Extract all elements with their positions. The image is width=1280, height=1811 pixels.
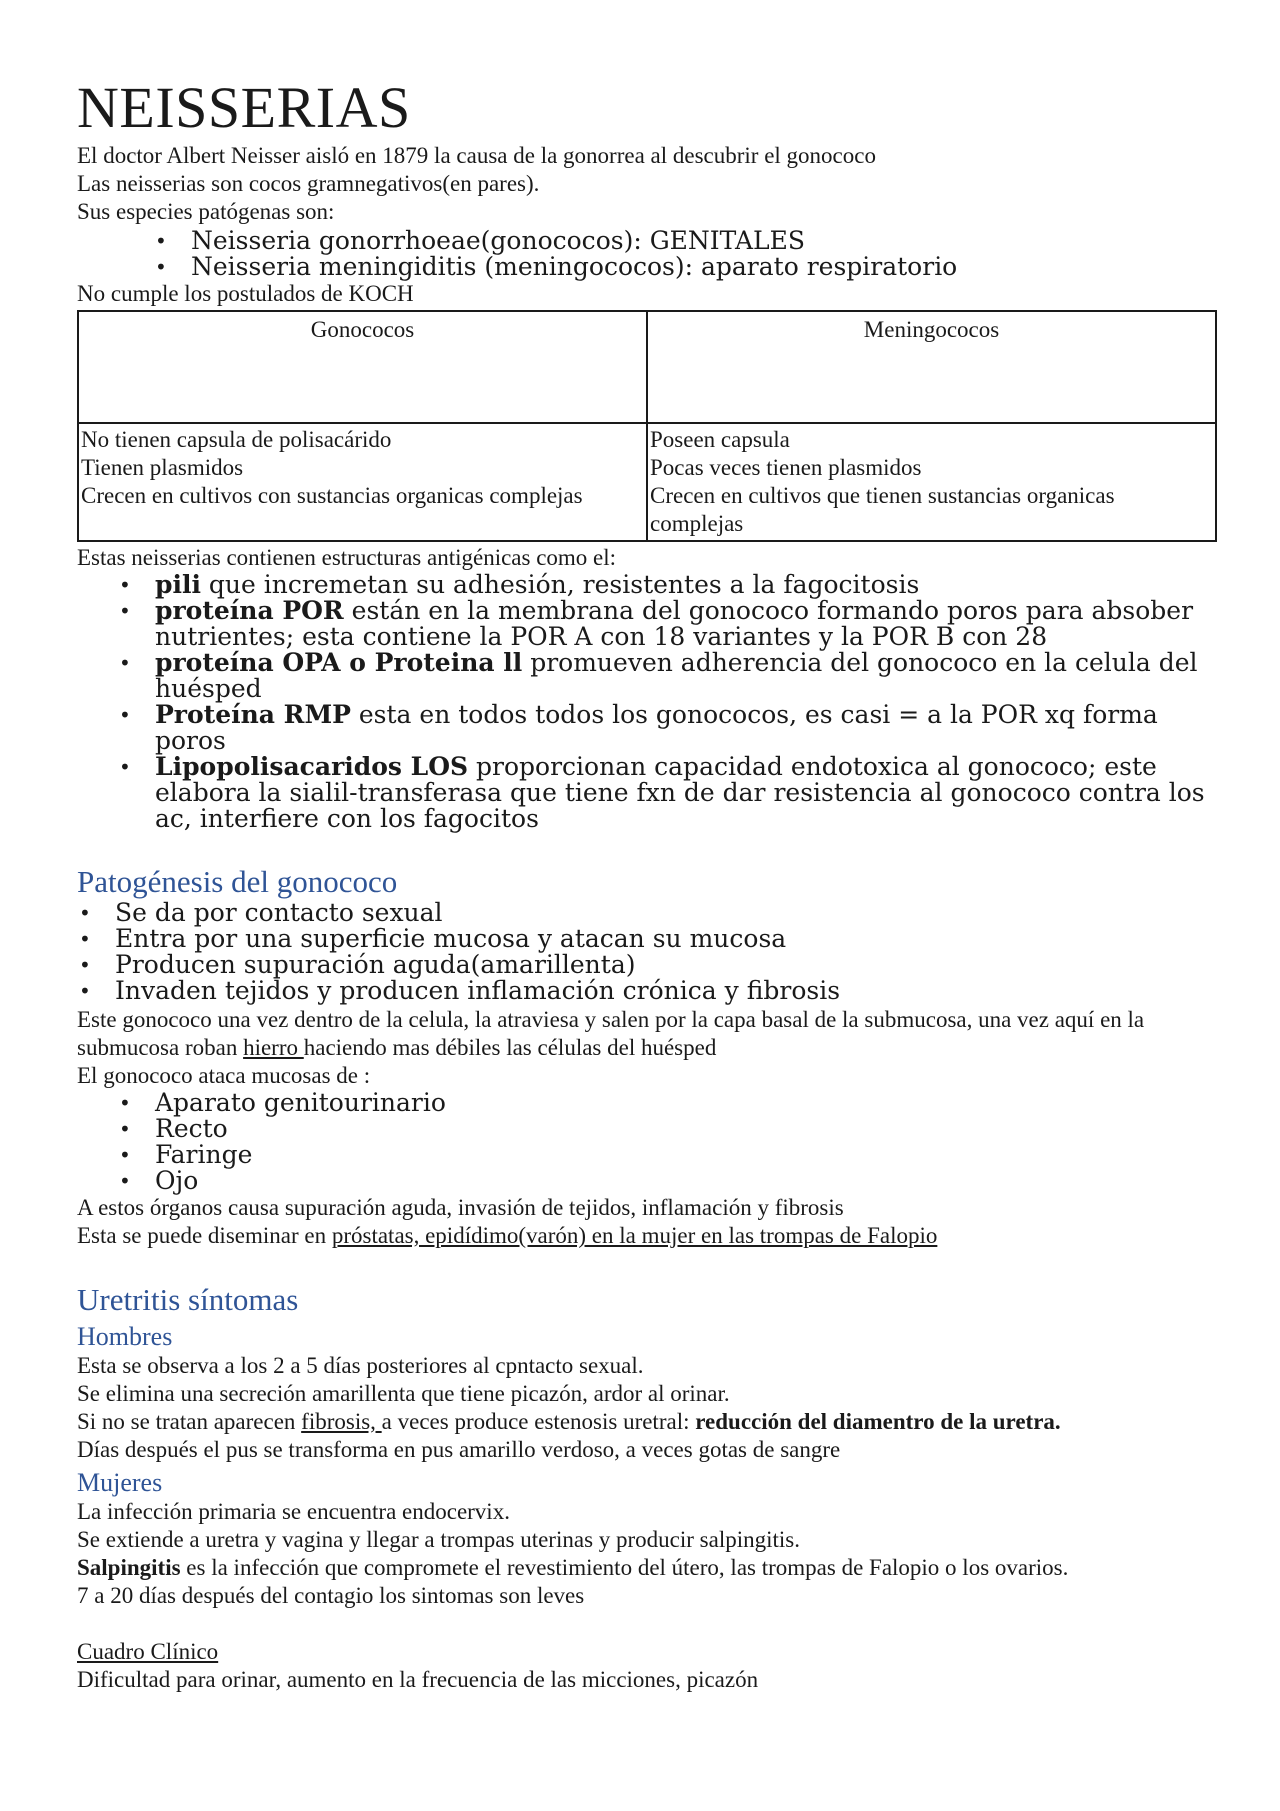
mucosa-list	[77, 1090, 1217, 1194]
organs-note: A estos órganos causa supuración aguda, invasión de tejidos, inflamación y fibrosis	[77, 1195, 844, 1220]
list-item: • Se da por contacto sexual	[77, 900, 1217, 926]
underlined-text: fibrosis,	[301, 1409, 382, 1434]
pathogenesis-paragraph	[77, 1006, 1217, 1062]
list-item: • Entra por una superficie mucosa y atacan su mucosa	[77, 926, 1217, 952]
paragraph: 7 a 20 días después del contagio los sintomas son leves	[77, 1583, 585, 1608]
list-item: • Neisseria gonorrhoeae(gonococos): GENITALES	[77, 228, 1217, 254]
text-run: Este gonococo una vez dentro de la celula, la atraviesa y salen por la capa basal de la submucosa, una vez aquí en la submucosa roban	[77, 1007, 1145, 1060]
list-item	[77, 702, 1217, 754]
paragraph: Se extiende a uretra y vagina y llegar a trompas uterinas y producir salpingitis.	[77, 1527, 800, 1552]
underlined-text: hierro	[243, 1035, 304, 1060]
species-list	[77, 228, 1217, 280]
text-run: Si no se tratan aparecen	[77, 1409, 302, 1434]
paragraph: Se elimina una secreción amarillenta que tiene picazón, ardor al orinar.	[77, 1381, 730, 1406]
antigen-term: pili	[155, 570, 201, 599]
text-run: es la infección que compromete el revestimiento del útero, las trompas de Falopio o los ovarios.	[180, 1555, 1069, 1580]
list-item: • Faringe	[77, 1142, 1217, 1168]
document-page	[77, 74, 1217, 1694]
subheading-men: Hombres	[77, 1322, 173, 1351]
list-item: • Recto	[77, 1116, 1217, 1142]
spacer	[77, 1610, 1217, 1638]
koch-note: No cumple los postulados de KOCH	[77, 281, 414, 306]
table-cell-line: Tienen plasmidos	[81, 455, 244, 480]
paragraph: Días después el pus se transforma en pus amarillo verdoso, a veces gotas de sangre	[77, 1437, 841, 1462]
table-header-gonococos: Gonococos	[78, 311, 647, 423]
underlined-text: Cuadro Clínico	[77, 1639, 219, 1664]
intro-line: El doctor Albert Neisser aisló en 1879 la causa de la gonorrea al descubrir el gonococo	[77, 143, 876, 168]
table-cell-line: Crecen en cultivos con sustancias organicas complejas	[81, 483, 583, 508]
paragraph	[77, 1408, 1217, 1436]
list-item: • Ojo	[77, 1168, 1217, 1194]
bold-text: Salpingitis	[77, 1555, 181, 1580]
antigen-intro: Estas neisserias contienen estructuras antigénicas como el:	[77, 545, 617, 570]
spread-note	[77, 1222, 1217, 1250]
comparison-table	[77, 310, 1217, 542]
list-item	[77, 754, 1217, 832]
paragraph	[77, 1554, 1217, 1582]
table-cell-line: Crecen en cultivos que tienen sustancias organicas complejas	[650, 483, 1115, 536]
page-title: NEISSERIAS	[77, 75, 411, 140]
table-cell-line: No tienen capsula de polisacárido	[81, 427, 392, 452]
antigen-term: proteína OPA o Proteina ll	[155, 648, 523, 677]
antigen-text: proporcionan capacidad endotoxica al gonococo; este elabora la sialil-transferasa que tiene fxn de dar resistencia al gonococo contra los ac, interfiere con los fagocitos	[155, 752, 1205, 833]
table-cell-gonococos	[78, 423, 647, 541]
section-heading-pathogenesis: Patogénesis del gonococo	[77, 864, 398, 899]
intro-line: Las neisserias son cocos gramnegativos(en pares).	[77, 171, 540, 196]
paragraph: Esta se observa a los 2 a 5 días posteriores al cpntacto sexual.	[77, 1353, 644, 1378]
antigen-text: promueven adherencia del gonococo en la celula del huésped	[155, 648, 1198, 703]
bold-text: reducción del diamentro de la uretra.	[695, 1409, 1061, 1434]
text-run: a veces produce estenosis uretral:	[381, 1409, 696, 1434]
table-cell-meningococos	[647, 423, 1216, 541]
antigen-text: están en la membrana del gonococo formando poros para absober nutrientes; esta contiene la POR A con 18 variantes y la POR B con 28	[155, 596, 1194, 651]
text-run: Esta se puede diseminar en	[77, 1223, 332, 1248]
table-header-meningococos: Meningococos	[647, 311, 1216, 423]
antigen-term: proteína POR	[155, 596, 344, 625]
antigen-term: Lipopolisacaridos LOS	[155, 752, 469, 781]
mucosa-intro: El gonococo ataca mucosas de :	[77, 1063, 371, 1088]
list-item: • Invaden tejidos y producen inflamación crónica y fibrosis	[77, 978, 1217, 1004]
list-item	[77, 572, 1217, 598]
antigen-text: esta en todos todos los gonococos, es casi = a la POR xq forma poros	[155, 700, 1158, 755]
text-run: haciendo mas débiles las células del huésped	[303, 1035, 717, 1060]
list-item	[77, 650, 1217, 702]
antigen-text: que incremetan su adhesión, resistentes a la fagocitosis	[200, 570, 920, 599]
list-item: • Aparato genitourinario	[77, 1090, 1217, 1116]
list-item: • Producen supuración aguda(amarillenta)	[77, 952, 1217, 978]
clinical-heading	[77, 1638, 1217, 1666]
pathogenesis-list	[77, 900, 1217, 1004]
intro-line: Sus especies patógenas son:	[77, 199, 335, 224]
list-item	[77, 598, 1217, 650]
antigen-term: Proteína RMP	[155, 700, 351, 729]
antigen-list	[77, 572, 1217, 832]
section-heading-urethritis: Uretritis síntomas	[77, 1282, 299, 1317]
list-item: • Neisseria meningiditis (meningococos): aparato respiratorio	[77, 254, 1217, 280]
table-cell-line: Poseen capsula	[650, 427, 790, 452]
table-cell-line: Pocas veces tienen plasmidos	[650, 455, 922, 480]
underlined-text: próstatas, epidídimo(varón) en la mujer en las trompas de Falopio	[331, 1223, 938, 1248]
paragraph: La infección primaria se encuentra endocervix.	[77, 1499, 510, 1524]
subheading-women: Mujeres	[77, 1468, 163, 1497]
clinical-text: Dificultad para orinar, aumento en la frecuencia de las micciones, picazón	[77, 1667, 759, 1692]
